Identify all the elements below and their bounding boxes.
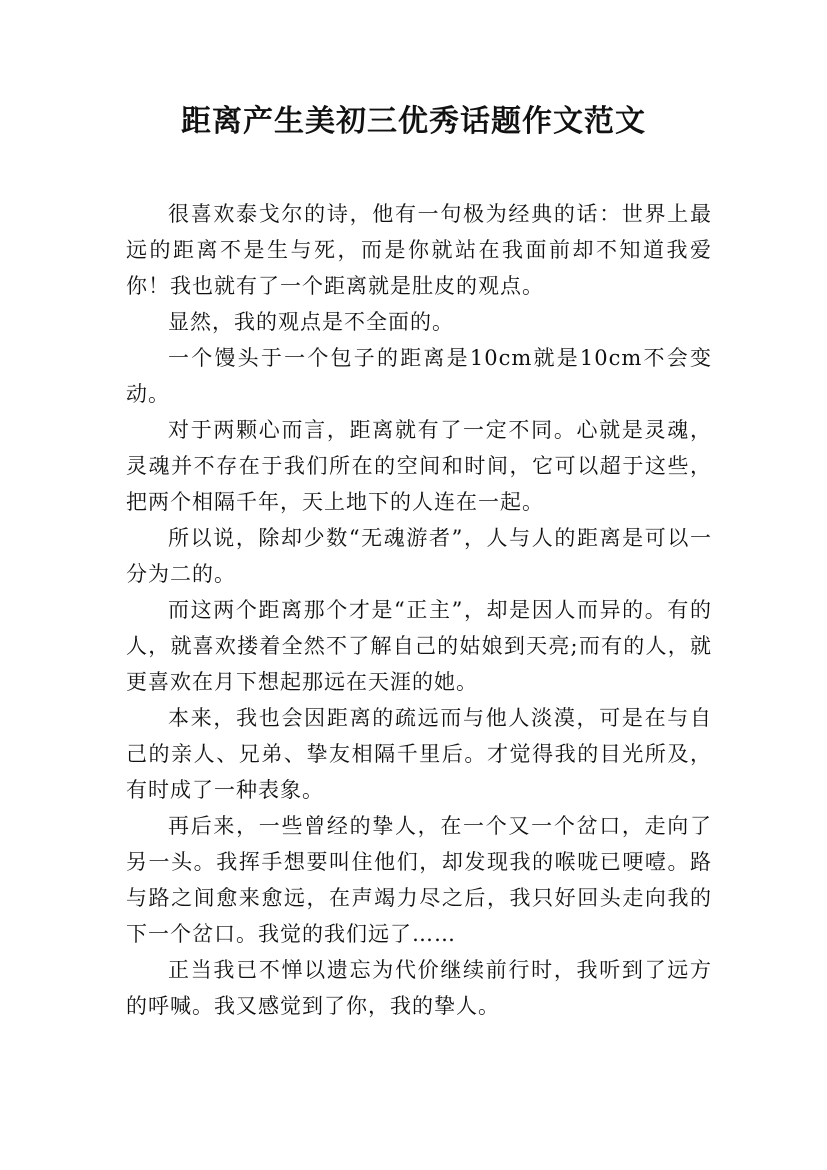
- paragraph-7: 本来，我也会因距离的疏远而与他人淡漠，可是在与自己的亲人、兄弟、挚友相隔千里后。才觉得我的目光所及，有时成了一种表象。: [126, 706, 712, 802]
- essay-body: [126, 196, 712, 1024]
- paragraph-9: 正当我已不惮以遗忘为代价继续前行时，我听到了远方的呼喊。我又感觉到了你，我的挚人。: [126, 958, 712, 1018]
- paragraph-6: 而这两个距离那个才是“正主”，却是因人而异的。有的人，就喜欢搂着全然不了解自己的姑娘到天亮;而有的人，就更喜欢在月下想起那远在天涯的她。: [126, 598, 712, 694]
- paragraph-4: 对于两颗心而言，距离就有了一定不同。心就是灵魂，灵魂并不存在于我们所在的空间和时间，它可以超于这些，把两个相隔千年，天上地下的人连在一起。: [126, 418, 712, 514]
- paragraph-1: 很喜欢泰戈尔的诗，他有一句极为经典的话：世界上最远的距离不是生与死，而是你就站在我面前却不知道我爱你！我也就有了一个距离就是肚皮的观点。: [126, 202, 712, 298]
- page-title: 距离产生美初三优秀话题作文范文: [181, 104, 646, 139]
- paragraph-5: 所以说，除却少数“无魂游者”，人与人的距离是可以一分为二的。: [126, 526, 712, 586]
- paragraph-8: 再后来，一些曾经的挚人，在一个又一个岔口，走向了另一头。我挥手想要叫住他们，却发现我的喉咙已哽噎。路与路之间愈来愈远，在声竭力尽之后，我只好回头走向我的下一个岔口。我觉的我们远了……: [126, 814, 712, 946]
- paragraph-2: 显然，我的观点是不全面的。: [168, 310, 454, 334]
- paragraph-3: 一个馒头于一个包子的距离是10cm就是10cm不会变动。: [126, 346, 712, 406]
